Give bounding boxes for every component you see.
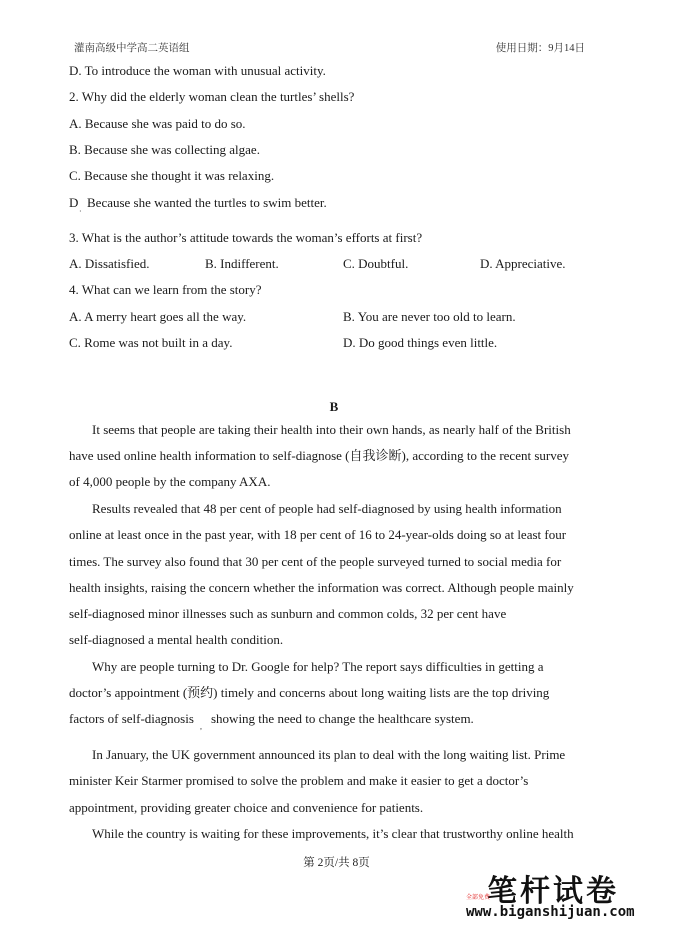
- paragraph-4-line-2: minister Keir Starmer promised to solve the problem and make it easier to get a doctor’s: [69, 773, 529, 788]
- paragraph-2-line-3: times. The survey also found that 30 per cent of the people surveyed turned to social media for: [69, 554, 562, 569]
- paragraph-3-line-1: Why are people turning to Dr. Google for help? The report says difficulties in getting a: [92, 659, 544, 674]
- q4-option-c: C. Rome was not built in a day.: [69, 335, 233, 350]
- q3-stem: 3. What is the author’s attitude towards the woman’s efforts at first?: [69, 230, 423, 245]
- paragraph-1-line-1: It seems that people are taking their health into their own hands, as nearly half of the British: [92, 422, 571, 437]
- paragraph-3-line-2: doctor’s appointment (预约) timely and concerns about long waiting lists are the top driving: [69, 685, 550, 700]
- header-school: 灌南高级中学高二英语组: [74, 43, 190, 54]
- paragraph-1-line-3: of 4,000 people by the company AXA.: [69, 474, 271, 489]
- q2-option-a: A. Because she was paid to do so.: [69, 116, 246, 131]
- paragraph-1-line-2: have used online health information to self-diagnose (自我诊断), according to the recent survey: [69, 448, 569, 463]
- q4-stem: 4. What can we learn from the story?: [69, 282, 262, 297]
- q3-option-d: D. Appreciative.: [480, 256, 566, 271]
- q2-stem: 2. Why did the elderly woman clean the turtles’ shells?: [69, 89, 355, 104]
- paragraph-2-line-2: online at least once in the past year, with 18 per cent of 16 to 24-year-olds doing so at least four: [69, 527, 567, 542]
- q2-option-c: C. Because she thought it was relaxing.: [69, 168, 275, 183]
- paragraph-2-line-6: self-diagnosed a mental health condition.: [69, 632, 284, 647]
- q2-option-d-label: D: [69, 195, 79, 210]
- paragraph-2-line-5: self-diagnosed minor illnesses such as sunburn and common colds, 32 per cent have: [69, 606, 507, 621]
- paragraph-4-line-3: appointment, providing greater choice and convenience for patients.: [69, 800, 424, 815]
- watermark-logo: [466, 866, 656, 926]
- paragraph-3-line-3b: showing the need to change the healthcare system.: [211, 711, 474, 726]
- watermark-url: www.biganshijuan.com: [466, 904, 635, 920]
- q4-option-d: D. Do good things even little.: [343, 335, 498, 350]
- paragraph-2-line-1: Results revealed that 48 per cent of people had self-diagnosed by using health information: [92, 501, 562, 516]
- paragraph-3-line-3a: factors of self-diagnosis: [69, 711, 194, 726]
- watermark-chinese: 笔杆试卷: [487, 874, 619, 909]
- q3-option-c: C. Doubtful.: [343, 256, 409, 271]
- paragraph-5-line-1: While the country is waiting for these improvements, it’s clear that trustworthy online health: [92, 826, 574, 841]
- paragraph-2-line-4: health insights, raising the concern whether the information was correct. Although people mainly: [69, 580, 574, 595]
- q2-option-d: Because she wanted the turtles to swim better.: [87, 195, 327, 210]
- q2-option-d-dot: ·: [79, 207, 82, 216]
- q3-option-a: A. Dissatisfied.: [69, 256, 150, 271]
- section-title: B: [329, 399, 339, 414]
- q4-option-b: B. You are never too old to learn.: [343, 309, 516, 324]
- q4-option-a: A. A merry heart goes all the way.: [69, 309, 247, 324]
- q2-option-b: B. Because she was collecting algae.: [69, 142, 260, 157]
- paragraph-3-comma-mark: ,: [200, 722, 202, 731]
- header-date: 使用日期：9月14日: [495, 43, 585, 54]
- page-footer: 第 2页/共 8页: [303, 857, 370, 869]
- watermark-badge: 全部免费: [466, 894, 491, 901]
- q1-option-d: D. To introduce the woman with unusual activity.: [69, 63, 326, 78]
- paragraph-4-line-1: In January, the UK government announced its plan to deal with the long waiting list. Prime: [92, 747, 566, 762]
- q3-option-b: B. Indifferent.: [205, 256, 279, 271]
